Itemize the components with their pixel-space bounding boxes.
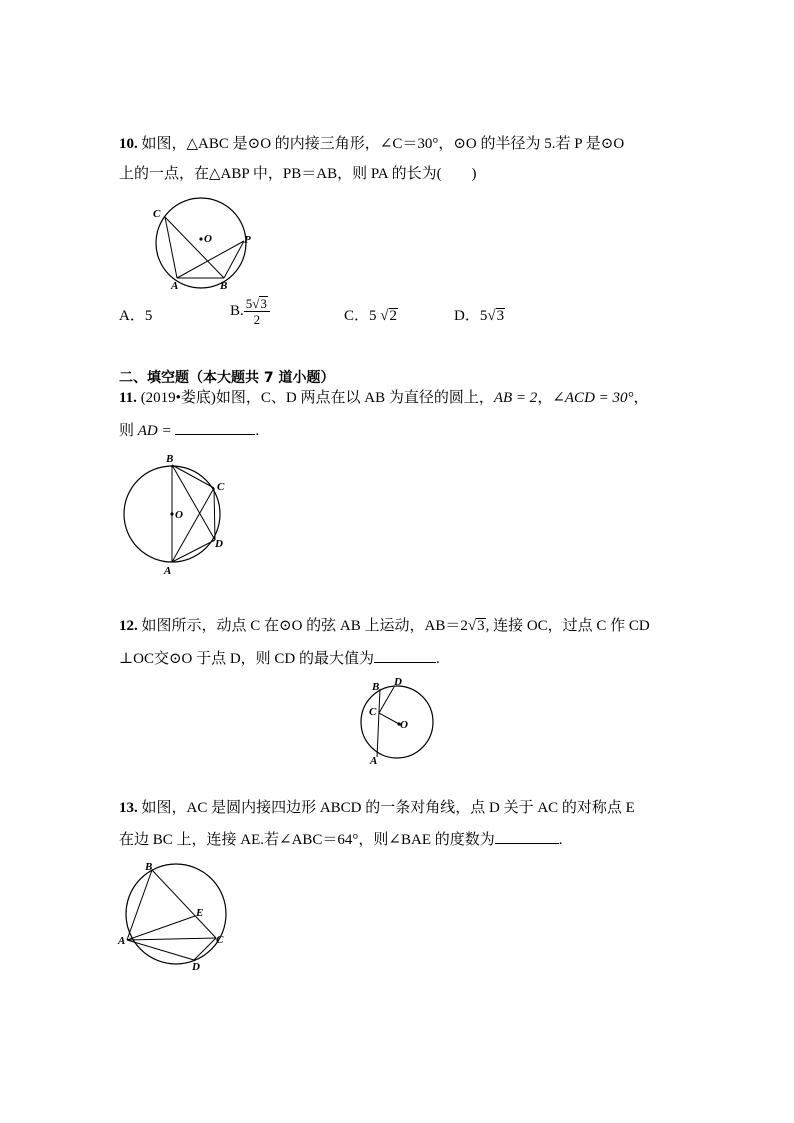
q11-line2 xyxy=(119,420,259,441)
q12-end: . xyxy=(436,651,440,667)
q13-text-1: 如图，AC 是圆内接四边形 ABCD 的一条对角线，点 D 关于 AC 的对称点 E xyxy=(137,800,635,816)
q10-label-b: B xyxy=(220,280,228,292)
q13-text-2: 在边 BC 上，连接 AE.若∠ABC＝64°，则∠BAE 的度数为 xyxy=(119,832,495,848)
q10-number: 10. xyxy=(119,136,138,152)
q10-text-1: 如图，△ABC 是⊙O 的内接三角形，∠C＝30°，⊙O 的半径为 5.若 P 是⊙O xyxy=(137,136,625,152)
q13-segment-ad xyxy=(127,940,194,960)
q12-label-d: D xyxy=(394,676,402,688)
q11-comma: ， xyxy=(537,390,553,406)
q10-label-p: P xyxy=(244,234,251,246)
q13-end: . xyxy=(558,832,563,848)
section-heading: 二、填空题（本大题共 7 道小题） xyxy=(119,370,335,386)
q13-line2 xyxy=(119,829,562,850)
q10-circle xyxy=(156,198,246,288)
q13-label-b: B xyxy=(145,861,153,873)
q10-figure xyxy=(150,205,260,290)
q12-label-a: A xyxy=(370,755,378,767)
q10-option-c: C．5 √2 xyxy=(344,308,397,324)
q12-radicand: 3 xyxy=(477,618,485,634)
q11-label-c: C xyxy=(217,481,225,493)
q10-option-b xyxy=(230,296,270,327)
q12-line1: 12. 如图所示，动点 C 在⊙O 的弦 AB 上运动，AB＝2√3, 连接 OC，过点 C 作 CD xyxy=(119,618,650,634)
q10-option-b-denominator: 2 xyxy=(253,312,261,327)
q11-label-a: A xyxy=(164,565,172,577)
q13-figure xyxy=(118,858,233,973)
q12-segment-co xyxy=(379,713,399,724)
q13-label-a: A xyxy=(118,935,126,947)
q12-figure xyxy=(360,677,440,767)
q11-text-2: 则 xyxy=(119,423,138,439)
q10-option-d-prefix: D．5 xyxy=(454,308,488,324)
q12-line2 xyxy=(119,648,440,669)
q12-chord-ab xyxy=(377,689,380,757)
q10-option-d: D．5√3 xyxy=(454,308,505,324)
q11-acd-expr: ∠ACD = 30° xyxy=(552,390,634,406)
q12-text-2: , 连接 OC，过点 C 作 CD xyxy=(485,618,650,634)
q11-text-1: (2019•娄底)如图，C、D 两点在以 AB 为直径的圆上， xyxy=(136,390,494,406)
q12-text-1: 如图所示，动点 C 在⊙O 的弦 AB 上运动，AB＝2 xyxy=(137,618,468,634)
q11-segment-cd xyxy=(214,488,215,540)
q10-label-o: O xyxy=(204,233,212,245)
q11-label-d: D xyxy=(215,538,223,550)
q12-number: 12. xyxy=(119,618,138,634)
q10-option-a: A．5 xyxy=(119,308,153,324)
q11-figure xyxy=(120,450,240,580)
q11-ab-expr: AB = 2 xyxy=(493,390,538,406)
q12-label-c: C xyxy=(369,706,377,718)
q11-center-dot xyxy=(170,512,173,515)
q13-label-c: C xyxy=(216,934,224,946)
q12-answer-blank[interactable] xyxy=(374,648,436,663)
q12-text-3: ⊥OC交⊙O 于点 D，则 CD 的最大值为 xyxy=(119,651,375,667)
q10-label-c: C xyxy=(153,208,161,220)
q11-comma-2: ， xyxy=(633,390,649,406)
q10-line1 xyxy=(119,134,624,154)
q10-label-a: A xyxy=(171,280,179,292)
q11-label-b: B xyxy=(166,453,174,465)
q10-center-dot xyxy=(199,237,202,240)
q10-option-b-prefix: B. xyxy=(230,302,244,319)
q13-segment-ac xyxy=(127,938,216,940)
q10-option-b-fraction: $\frac{5√3}{2}$ xyxy=(244,296,270,327)
q11-number: 11. xyxy=(119,390,137,406)
q13-line1 xyxy=(119,798,635,818)
q12-label-o: O xyxy=(400,719,408,731)
q10-option-c-radicand: 2 xyxy=(389,308,397,324)
q12-label-b: B xyxy=(372,681,380,693)
q13-label-d: D xyxy=(192,961,200,973)
q13-label-e: E xyxy=(196,907,204,919)
q12-circle xyxy=(361,686,433,758)
q10-line2: 上的一点，在△ABP 中，PB＝AB，则 PA 的长为( ) xyxy=(119,166,477,182)
q10-option-b-numerator: 5 xyxy=(245,296,253,311)
q13-answer-blank[interactable] xyxy=(495,829,559,844)
q13-segment-cd xyxy=(194,938,216,960)
q13-number: 13. xyxy=(119,800,138,816)
q10-segment-ca xyxy=(165,217,177,278)
q11-ad-expr: AD = xyxy=(137,423,172,439)
q11-answer-blank[interactable] xyxy=(175,420,255,435)
q10-option-c-prefix: C．5 xyxy=(344,308,377,324)
q10-option-b-radicand: 3 xyxy=(260,296,267,311)
q11-label-o: O xyxy=(175,509,183,521)
q11-line1 xyxy=(119,388,649,408)
q13-circle xyxy=(126,864,226,964)
q11-end: . xyxy=(255,423,260,439)
q13-segment-ae xyxy=(127,916,195,940)
q12-segment-cd xyxy=(379,687,394,713)
q10-option-d-radicand: 3 xyxy=(496,308,505,324)
